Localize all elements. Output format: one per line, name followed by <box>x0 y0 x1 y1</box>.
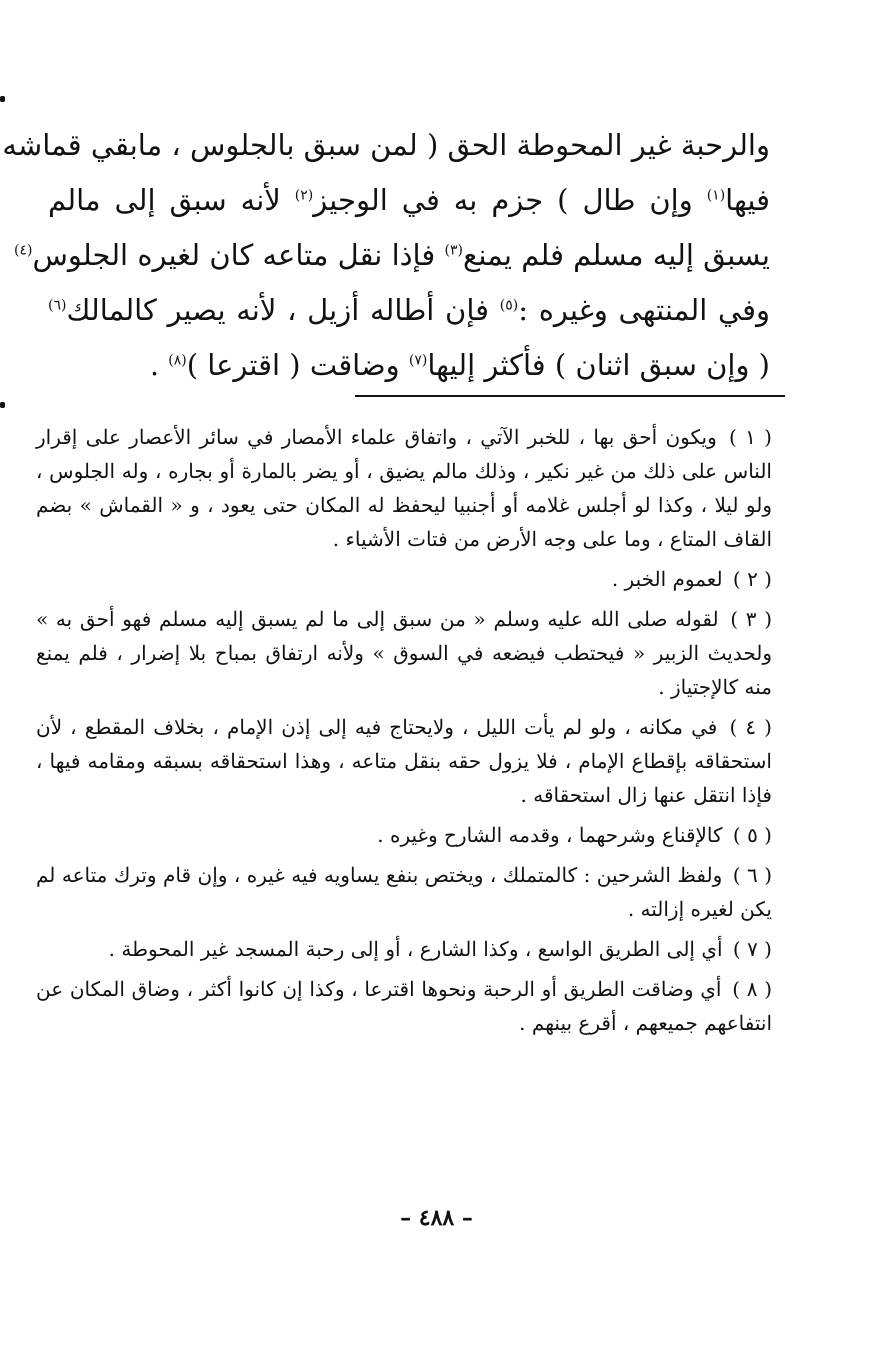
footnote-text: كالإقناع وشرحهما ، وقدمه الشارح وغيره . <box>377 823 723 847</box>
main-line: ( وإن سبق اثنان ) فأكثر إليها$^{(٧)}$ وضاقت ( اقترعا )$^{(٨)}$ . <box>149 348 770 382</box>
footnote-text: ويكون أحق بها ، للخبر الآتي ، واتفاق علماء الأمصار في سائر الأعصار على إقرار الناس على ذلك من غير نكير ، وذلك مالم يضيق ، أو يضر بالمارة أو بجاره ، وله الجلوس ، ولو ليلا ، وكذا لو أجلس غلامه أو أجنبيا ليحفظ له المكان حتى يعود ، و « القماش » بضم القاف المتاع ، وما على وجه الأرض من فتات الأشياء . <box>36 425 772 551</box>
footnote-ref: (٨) <box>168 352 187 369</box>
footnote-ref: (٤) <box>14 242 33 259</box>
footnotes <box>36 420 772 1046</box>
footnote <box>36 420 772 556</box>
scan-edge-mark <box>0 402 5 408</box>
footnote <box>36 858 772 926</box>
main-line: يسبق إليه مسلم فلم يمنع$^{(٣)}$ فإذا نقل متاعه كان لغيره الجلوس$^{(٤)}$ <box>14 238 770 272</box>
footnote <box>36 818 772 852</box>
footnote-number: ( ٤ ) <box>729 715 772 739</box>
footnote-number: ( ٥ ) <box>732 823 772 847</box>
page-number: – ٤٨٨ – <box>400 1205 473 1231</box>
footnote <box>36 710 772 812</box>
footnote-number: ( ٨ ) <box>732 977 772 1001</box>
footnote <box>36 972 772 1040</box>
footnote-text: لعموم الخبر . <box>611 567 723 591</box>
footnote-number: ( ٦ ) <box>732 863 772 887</box>
footnote-ref: (٦) <box>48 297 67 314</box>
footnote-ref: (٢) <box>294 187 314 204</box>
footnote-ref: (١) <box>706 187 726 204</box>
main-line: وفي المنتهى وغيره :$^{(٥)}$ فإن أطاله أزيل ، لأنه يصير كالمالك$^{(٦)}$ <box>48 293 770 327</box>
footnote <box>36 932 772 966</box>
footnote-text: ولفظ الشرحين : كالمتملك ، ويختص بنفع يساويه فيه غيره ، وإن قام وترك متاعه لم يكن لغيره إزالته . <box>36 863 772 921</box>
footnote-number: ( ١ ) <box>729 425 772 449</box>
scan-edge-mark <box>0 96 5 102</box>
main-text <box>2 118 770 393</box>
footnote-text: في مكانه ، ولو لم يأت الليل ، ولايحتاج فيه إلى إذن الإمام ، بخلاف المقطع ، لأن استحقاقه بإقطاع الإمام ، فلا يزول حقه بنقل متاعه ، وهذا استحقاقه بسبقه ومقامه فيها ، فإذا انتقل عنها زال استحقاقه . <box>36 715 772 807</box>
footnote-text: أي وضاقت الطريق أو الرحبة ونحوها اقترعا ، وكذا إن كانوا أكثر ، وضاق المكان عن انتفاعهم جميعهم ، أقرع بينهم . <box>36 977 772 1035</box>
footnote-divider <box>355 395 785 397</box>
footnote <box>36 562 772 596</box>
footnote-text: لقوله صلى الله عليه وسلم « من سبق إلى ما لم يسبق إليه مسلم فهو أحق به » ولحديث الزبير « فيحتطب فيضعه في السوق » ولأنه ارتفاق بمباح بلا إضرار ، فلم يمنع منه كالإجتياز . <box>36 607 772 699</box>
footnote <box>36 602 772 704</box>
footnote-ref: (٧) <box>408 352 428 369</box>
footnote-ref: (٣) <box>444 242 463 259</box>
main-line: فيها$^{(١)}$ وإن طال ) جزم به في الوجيز$^{(٢)}$ لأنه سبق إلى مالم <box>48 183 770 217</box>
footnote-number: ( ٧ ) <box>732 937 772 961</box>
footnote-number: ( ٢ ) <box>732 567 772 591</box>
footnote-number: ( ٣ ) <box>730 607 772 631</box>
footnote-ref: (٥) <box>499 297 519 314</box>
main-line: والرحبة غير المحوطة الحق ( لمن سبق بالجلوس ، مابقي قماشه <box>2 128 770 162</box>
footnote-text: أي إلى الطريق الواسع ، وكذا الشارع ، أو إلى رحبة المسجد غير المحوطة . <box>108 937 723 961</box>
